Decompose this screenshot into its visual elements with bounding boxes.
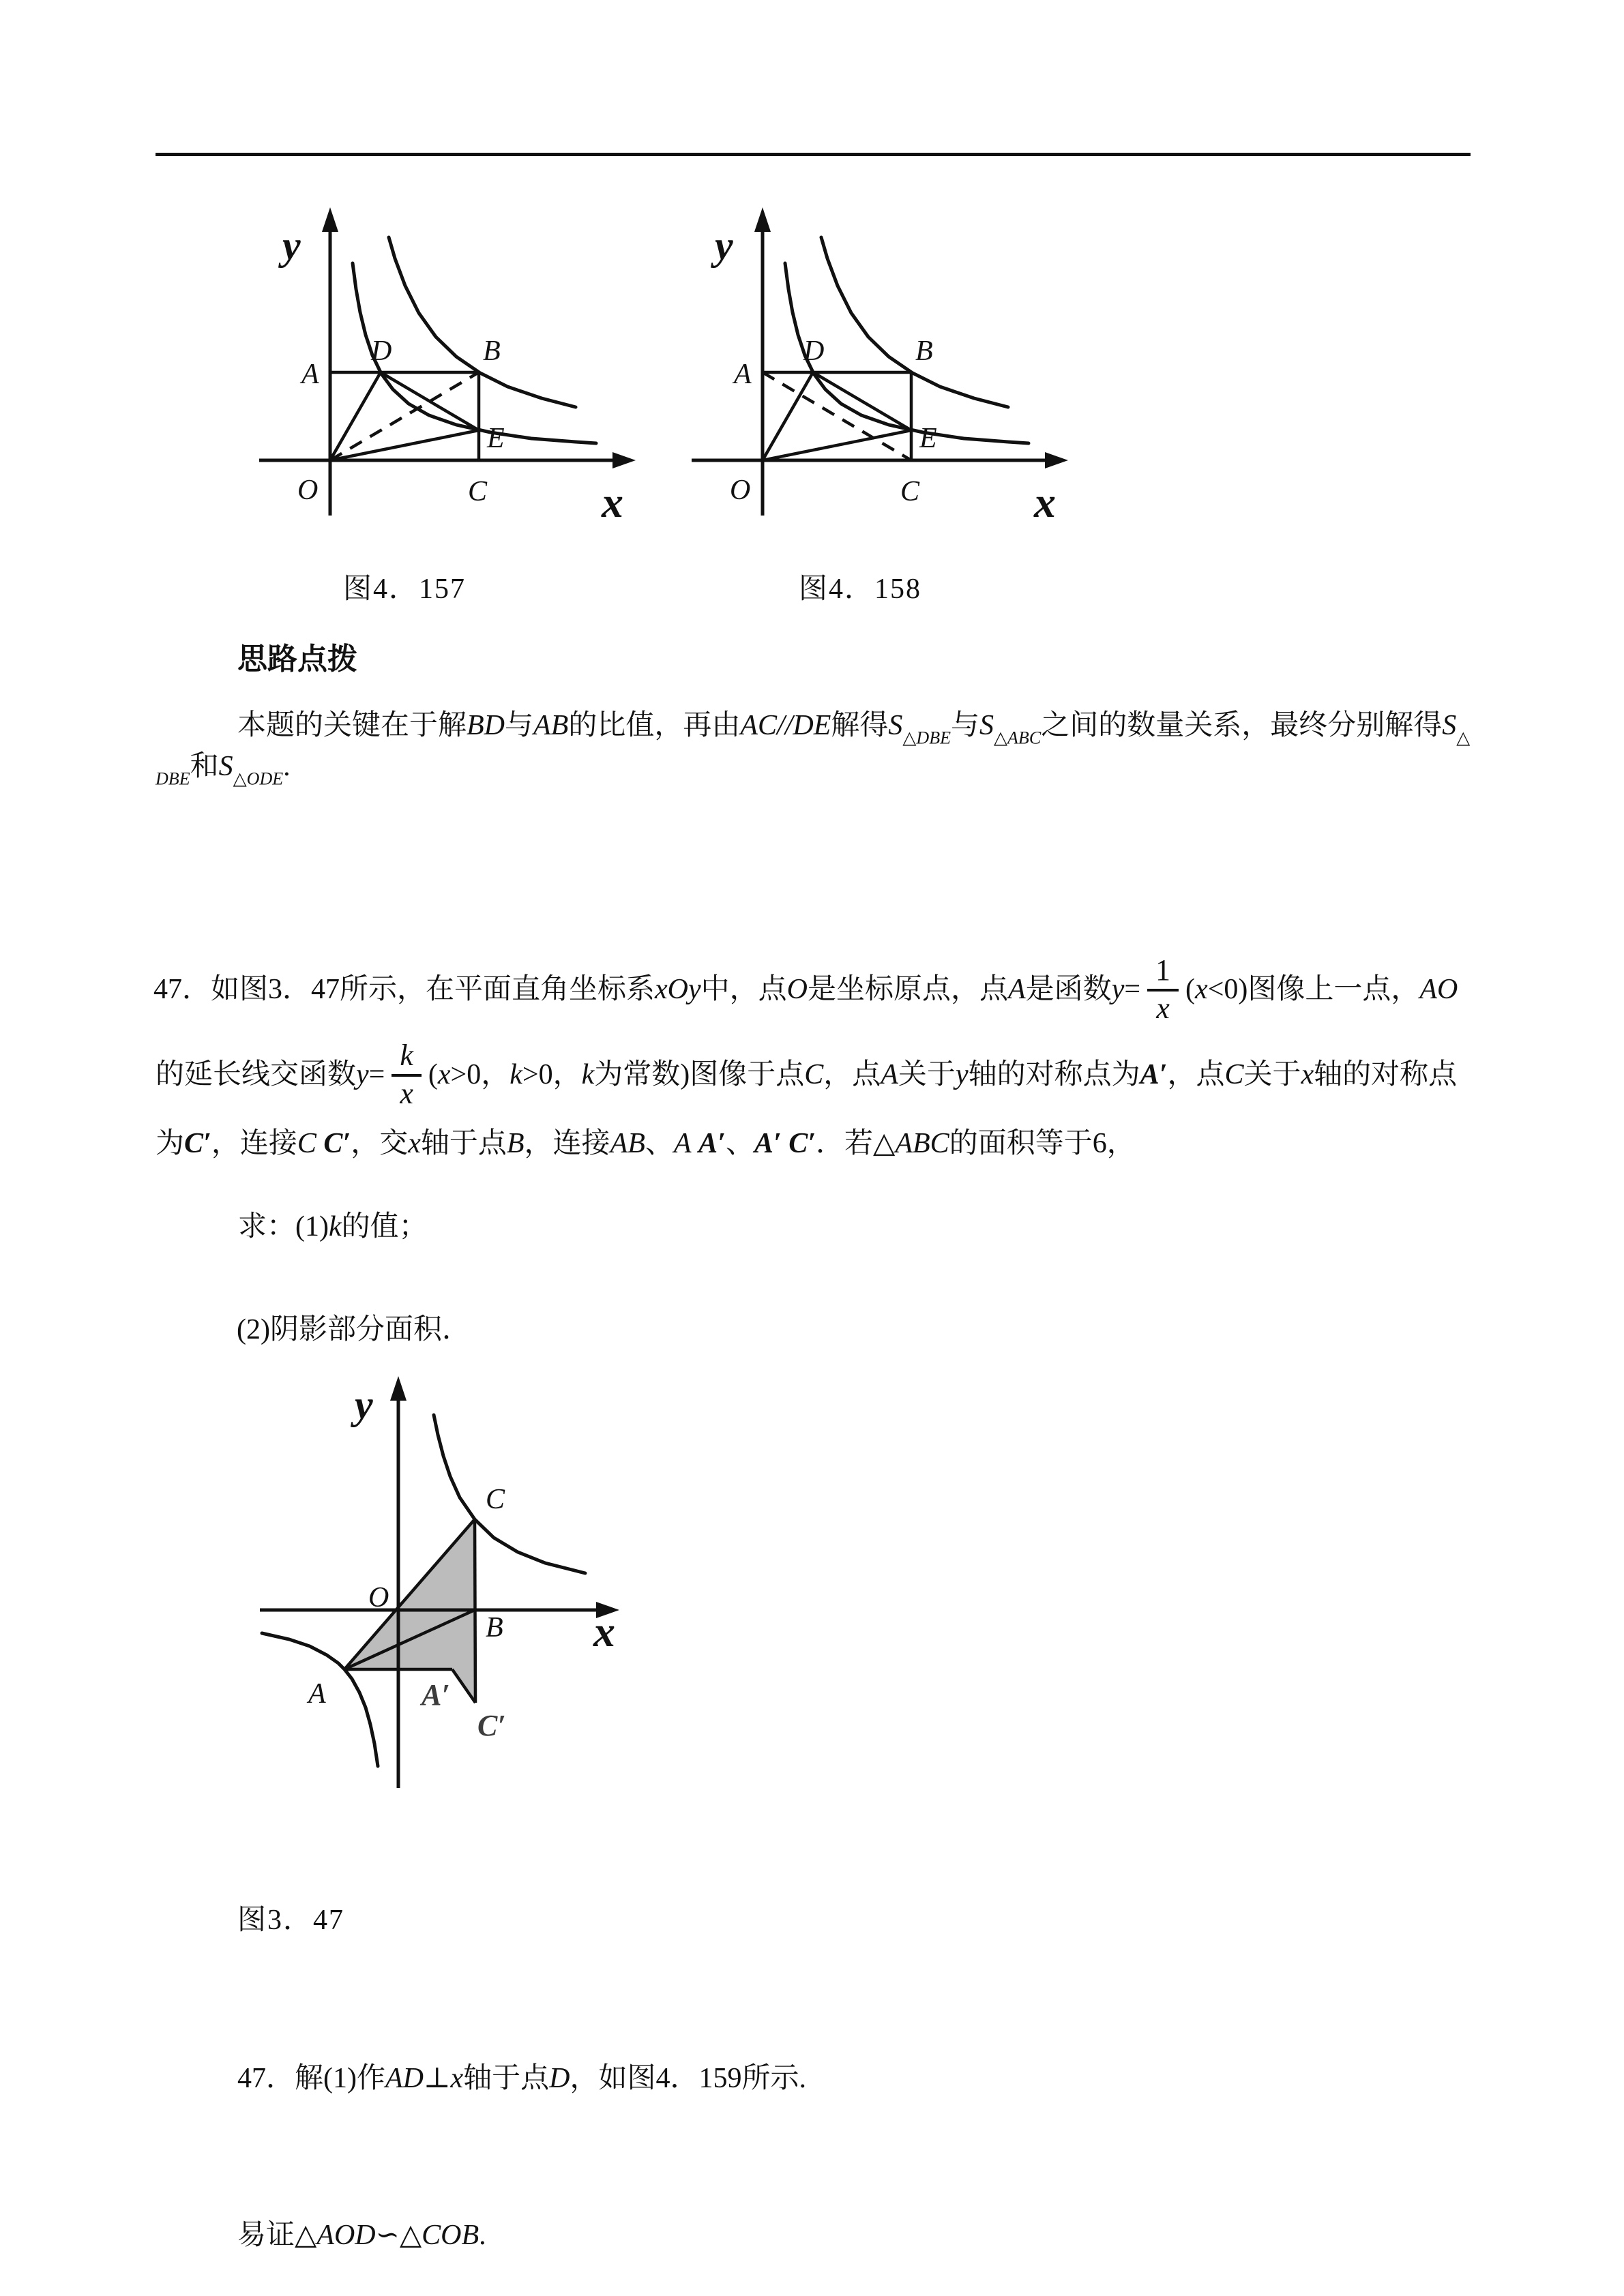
- fig158-label-E: E: [919, 423, 937, 454]
- fig158-outer-hyperbola: [821, 237, 1008, 407]
- problem-line-5: (2)阴影部分面积．: [237, 1314, 471, 1345]
- fig347-label-A: A: [308, 1678, 326, 1710]
- fig157-y-arrow-icon: [322, 207, 338, 232]
- fig158-label-C: C: [900, 476, 920, 507]
- fig158-label-O: O: [730, 475, 751, 506]
- fig157-segment-OE: [330, 430, 479, 460]
- problem-line-4: 求：(1)k的值；: [238, 1211, 428, 1242]
- fig347-y-axis-label: y: [355, 1382, 373, 1427]
- fig158-segment-DE: [813, 372, 911, 430]
- fig157-label-C: C: [468, 476, 488, 507]
- fig157-y-axis-label: y: [282, 223, 301, 268]
- fig157-outer-hyperbola: [389, 237, 576, 407]
- fig158-x-axis-label: x: [1034, 478, 1056, 526]
- fig347-label-B: B: [486, 1612, 503, 1643]
- fig347-x-axis-label: x: [593, 1607, 615, 1656]
- fig157-label-A: A: [301, 359, 319, 390]
- fig157-x-axis-label: x: [602, 478, 623, 526]
- fig157-label-B: B: [483, 336, 501, 367]
- figure-4-158: [692, 207, 1068, 526]
- problem-line-1: 47．如图3．47所示，在平面直角坐标系 xOy 中，点 O 是坐标原点，点 A 是函数 y = $\frac{1}{x}$ ( x <0)图像上一点， AO: [153, 953, 1458, 1025]
- fig158-segment-OE: [763, 430, 911, 460]
- fig158-label-B: B: [915, 336, 933, 367]
- caption-fig-4-157: 图4．157: [343, 573, 467, 605]
- problem-line-3: 为C′，连接C C′，交x轴于点B，连接AB、A A′、A′ C′．若△ABC的面积等于6，: [156, 1128, 1136, 1159]
- fig347-label-O: O: [368, 1582, 389, 1613]
- fig347-label-C: C: [486, 1484, 505, 1515]
- fig157-label-E: E: [487, 423, 505, 454]
- fig158-y-axis-label: y: [715, 223, 733, 268]
- fig157-label-D: D: [371, 336, 392, 367]
- figure-3-47: [260, 1376, 619, 1788]
- fig158-label-D: D: [803, 336, 825, 367]
- fig347-label-A-prime: A′: [422, 1678, 450, 1712]
- solution-line-2: 易证△AOD∽△COB.: [237, 2220, 486, 2251]
- fig158-y-arrow-icon: [754, 207, 771, 232]
- fig347-label-C-prime: C′: [477, 1709, 506, 1742]
- figure-4-157: [259, 207, 636, 526]
- problem-line-2: 的延长线交函数 y = $\frac{k}{x}$ ( x >0， k >0， k 为常数)图像于点 C ，点 A 关于 y 轴的对称点为 A′ ，点 C 关于 x 轴的对称点: [156, 1039, 1458, 1110]
- hint-line-1: 本题的关键在于解BD与AB的比值，再由AC//DE解得$S_{\triangle DBE}$与$S_{\triangle ABC}$之间的数量关系，最终分别解得$S_\triangle$: [237, 710, 1471, 748]
- fig157-label-O: O: [297, 475, 319, 506]
- solution-line-1: 47．解(1)作AD⊥x轴于点D，如图4．159所示.: [237, 2063, 807, 2094]
- fig158-x-arrow-icon: [1045, 452, 1068, 468]
- hint-line-2: $_{DBE}$和$S_{\triangle ODE}$.: [156, 751, 291, 789]
- fig347-y-arrow-icon: [390, 1376, 407, 1401]
- hint-heading: 思路点拨: [237, 642, 357, 676]
- caption-fig-4-158: 图4．158: [799, 573, 922, 605]
- fig158-label-A: A: [734, 359, 752, 390]
- fig157-x-arrow-icon: [612, 452, 636, 468]
- caption-fig-3-47: 图3．47: [237, 1905, 345, 1936]
